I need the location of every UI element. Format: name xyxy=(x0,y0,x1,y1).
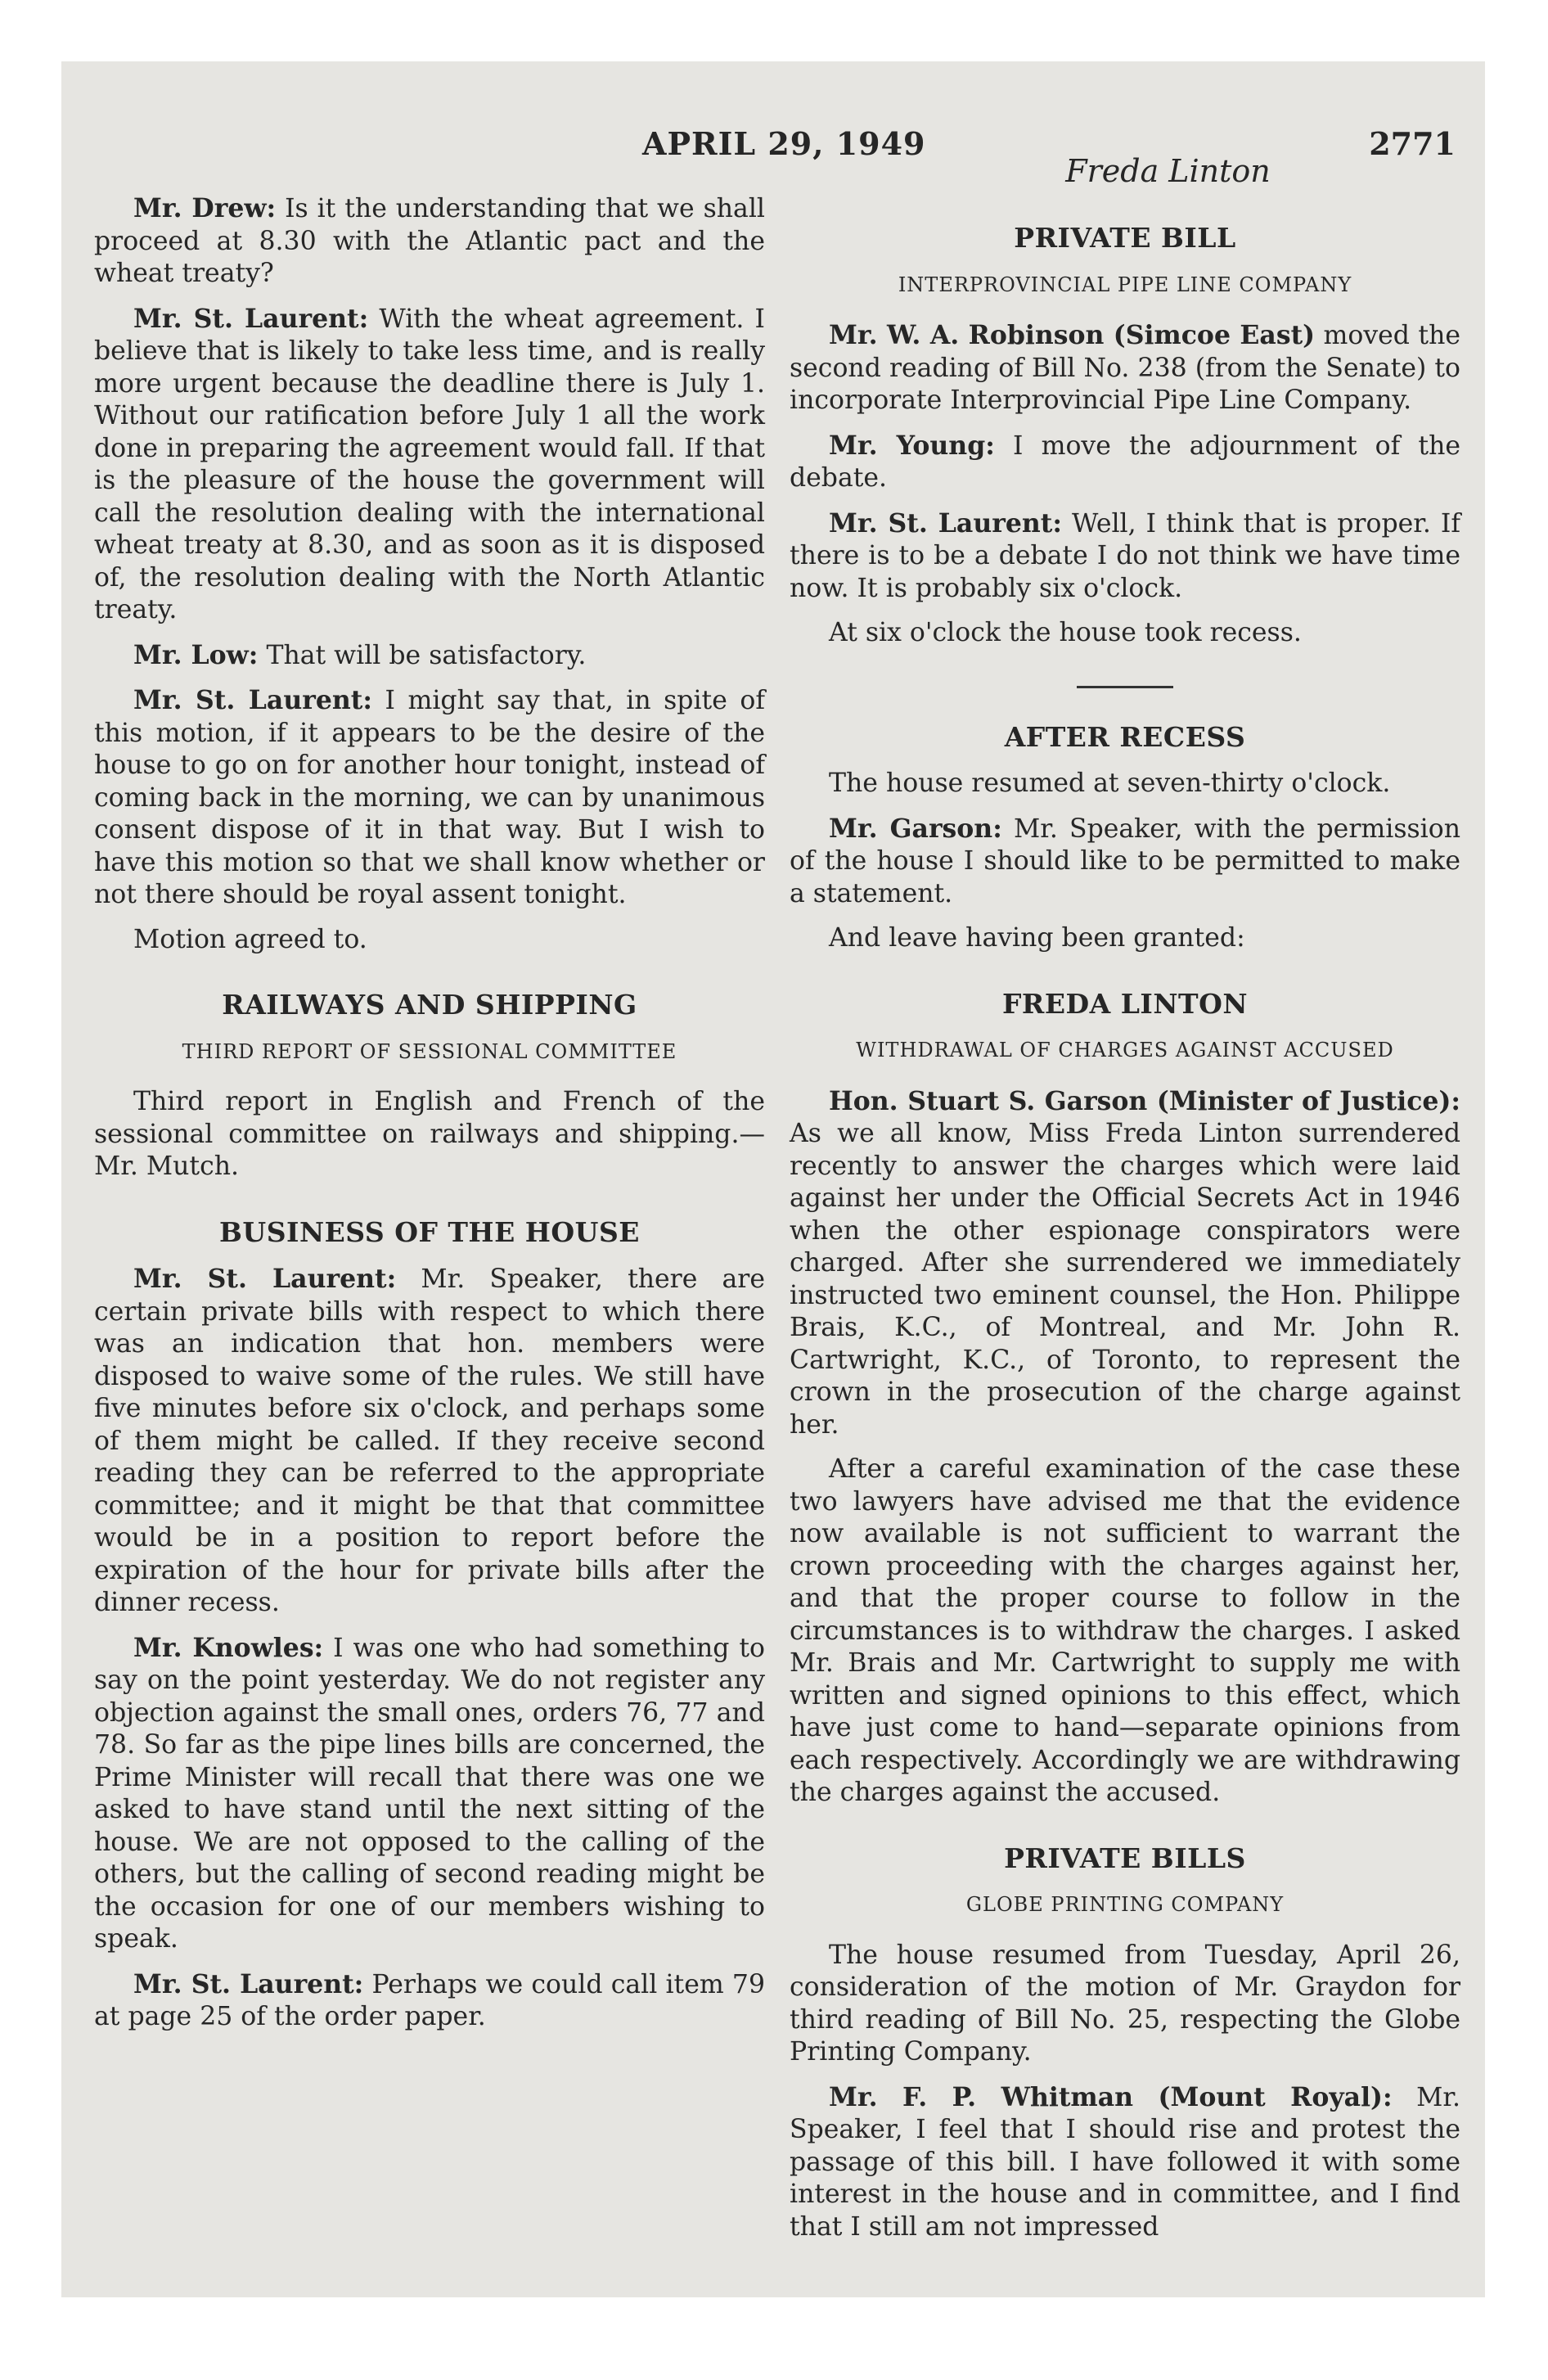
section-heading: AFTER RECESS xyxy=(1004,720,1246,753)
section-heading: BUSINESS OF THE HOUSE xyxy=(219,1215,640,1248)
paragraph: At six o'clock the house took recess. xyxy=(829,618,1302,647)
section-divider xyxy=(1077,686,1173,688)
speech-text: Mr. Speaker, I feel that I should rise and protest the passage of this bill. I have followed it with some interest in the house and in committee, and I find that I still am not impressed xyxy=(790,2082,1460,2242)
speech-text: moved the second reading of Bill No. 238 (from the Senate) to incorporate Interprovincial Pipe Line Company. xyxy=(790,321,1461,415)
speech-paragraph xyxy=(94,639,765,673)
section-heading: PRIVATE BILLS xyxy=(1004,1841,1246,1874)
speaker-name: Mr. Young: xyxy=(829,430,995,461)
paragraph: After a careful examination of the case these two lawyers have advised me that the evidence now available is not sufficient to warrant the crown proceeding with the charges against her, and that the proper course to follow in the circumstances is to withdraw the charges. I asked Mr. Brais and Mr. Cartwright to supply me with written and signed opinions to this effect, which have just come to hand—separate opinions from each respectively. Accordingly we are withdrawing the charges against the accused. xyxy=(790,1454,1460,1807)
speaker-name: Hon. Stuart S. Garson (Minister of Justice): xyxy=(829,1085,1460,1116)
speech-paragraph xyxy=(790,507,1460,606)
speech-text: With the wheat agreement. I believe that is likely to take less time, and is really more urgent because the deadline there is July 1. Without our ratification before July 1 all the work done in preparing the agreement would fall. If that is the pleasure of the house the government will call the resolution dealing with the international wheat treaty at 8.30, and as soon as it is disposed of, the resolution dealing with the North Atlantic treaty. xyxy=(94,304,765,624)
section-subheading: WITHDRAWAL OF CHARGES AGAINST ACCUSED xyxy=(856,1039,1394,1062)
speech-paragraph xyxy=(790,813,1460,911)
header-date: APRIL 29, 1949 xyxy=(642,125,926,162)
speech-paragraph xyxy=(94,303,765,627)
section-heading: RAILWAYS AND SHIPPING xyxy=(222,989,637,1021)
section-subheading: GLOBE PRINTING COMPANY xyxy=(965,1893,1285,1916)
paragraph: The house resumed from Tuesday, April 26, consideration of the motion of Mr. Graydon for third reading of Bill No. 25, respecting the Globe Printing Company. xyxy=(790,1940,1460,2067)
speech-paragraph xyxy=(790,1085,1460,1442)
speaker-name: Mr. Garson: xyxy=(829,813,1002,844)
speech-text: As we all know, Miss Freda Linton surrendered recently to answer the charges which were laid against her under the Official Secrets Act in 1946 when the other espionage conspirators were charged. After she surrendered we immediately instructed two eminent counsel, the Hon. Philippe Brais, K.C., of Montreal, and Mr. John R. Cartwright, K.C., of Toronto, to represent the crown in the prosecution of the charge against her. xyxy=(790,1119,1460,1440)
paragraph: And leave having been granted: xyxy=(829,923,1245,953)
speaker-name: Mr. St. Laurent: xyxy=(133,303,369,334)
section-subheading: THIRD REPORT OF SESSIONAL COMMITTEE xyxy=(182,1039,677,1063)
left-column xyxy=(94,192,765,2046)
speech-text: I move the adjournment of the debate. xyxy=(790,430,1461,493)
speech-text: Well, I think that is proper. If there is to be a debate I do not think we have time now. It is probably six o'clock. xyxy=(790,508,1461,603)
speech-paragraph xyxy=(94,684,765,912)
speech-paragraph xyxy=(790,2081,1460,2244)
speaker-name: Mr. St. Laurent: xyxy=(133,1968,364,1999)
speaker-name: Mr. St. Laurent: xyxy=(829,507,1062,539)
speech-paragraph xyxy=(790,319,1460,417)
speaker-name: Mr. Low: xyxy=(133,639,259,670)
paragraph: The house resumed at seven-thirty o'clock. xyxy=(829,769,1391,798)
paragraph: Motion agreed to. xyxy=(133,924,367,954)
speech-paragraph xyxy=(790,430,1460,495)
speech-paragraph xyxy=(94,1263,765,1620)
running-subtitle: Freda Linton xyxy=(1065,153,1271,189)
speaker-name: Mr. F. P. Whitman (Mount Royal): xyxy=(829,2081,1393,2112)
speech-text: Is it the understanding that we shall proceed at 8.30 with the Atlantic pact and the wheat treaty? xyxy=(94,194,765,288)
document-page xyxy=(61,61,1485,2297)
speech-paragraph xyxy=(94,192,765,291)
speech-text: That will be satisfactory. xyxy=(266,640,587,670)
section-heading: PRIVATE BILL xyxy=(1014,222,1236,254)
speech-paragraph xyxy=(94,1632,765,1956)
speaker-name: Mr. St. Laurent: xyxy=(133,685,372,715)
speech-paragraph xyxy=(94,1968,765,2034)
speech-text: I was one who had something to say on the point yesterday. We do not register any objection against the small ones, orders 76, 77 and 78. So far as the pipe lines bills are concerned, the Prime Minister will recall that there was one we asked to have stand until the next sitting of the house. We are not opposed to the calling of the others, but the calling of second reading might be the occasion for one of our members wishing to speak. xyxy=(94,1633,765,1954)
speaker-name: Mr. W. A. Robinson (Simcoe East) xyxy=(829,320,1316,350)
speech-text: Mr. Speaker, there are certain private bills with respect to which there was an indication that hon. members were disposed to waive some of the rules. We still have five minutes before six o'clock, and perhaps some of them might be called. If they receive second reading they can be referred to the appropriate committee; and it might be that that committee would be in a position to report before the expiration of the hour for private bills after the dinner recess. xyxy=(94,1264,766,1617)
page-number: 2771 xyxy=(1369,125,1456,162)
speaker-name: Mr. Drew: xyxy=(133,193,277,223)
paragraph: Third report in English and French of the sessional committee on railways and shipping.—Mr. Mutch. xyxy=(94,1087,765,1181)
section-subheading: INTERPROVINCIAL PIPE LINE COMPANY xyxy=(898,273,1352,296)
right-column xyxy=(790,192,1460,2256)
speaker-name: Mr. St. Laurent: xyxy=(133,1264,397,1294)
speech-text: Perhaps we could call item 79 at page 25 of the order paper. xyxy=(94,1969,766,2031)
speaker-name: Mr. Knowles: xyxy=(133,1632,324,1663)
speech-text: Mr. Speaker, with the permission of the house I should like to be permitted to make a statement. xyxy=(790,814,1460,908)
section-heading: FREDA LINTON xyxy=(1002,987,1248,1020)
speech-text: I might say that, in spite of this motion, if it appears to be the desire of the house to go on for another hour tonight, instead of coming back in the morning, we can by unanimous consent dispose of it in that way. But I wish to have this motion so that we shall know whether or not there should be royal assent tonight. xyxy=(94,686,765,909)
